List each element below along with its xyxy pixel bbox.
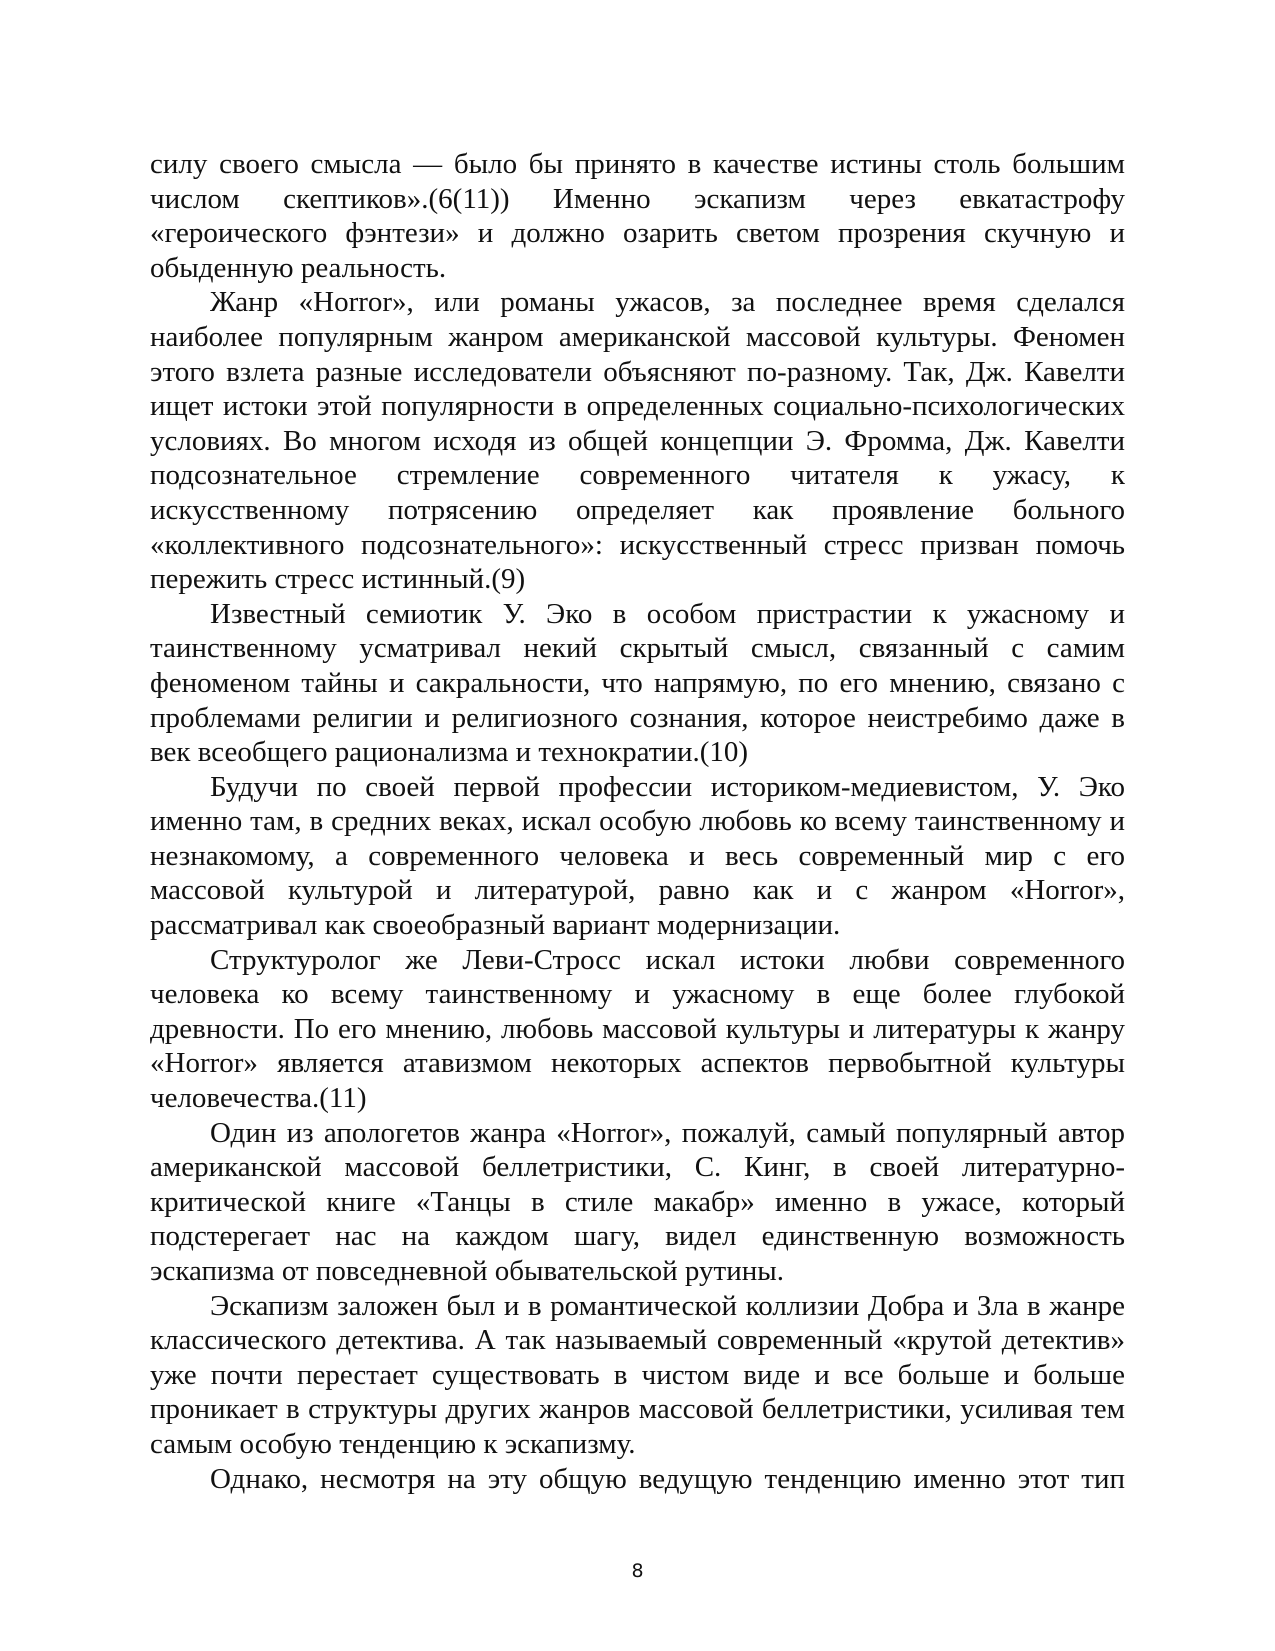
paragraph-horror-genre: Жанр «Horror», или романы ужасов, за последнее время сделался наиболее популярным жанром американской массовой культуры. Феномен этого взлета разные исследователи объясняют по-разному. Так, Дж. Кавелти ищет истоки этой популярности в определенных социально-психологических условиях. Во многом исходя из общей концепции Э. Фромма, Дж. Кавелти подсознательное стремление современного читателя к ужасу, к искусственному потрясению определяет как проявление больного «коллективного подсознательного»: искусственный стресс призван помочь пережить стресс истинный.(9) [150,286,1125,596]
paragraph-final: Однако, несмотря на эту общую ведущую тенденцию именно этот тип [210,1462,1125,1495]
paragraph-detective-escapism: Эскапизм заложен был и в романтической коллизии Добра и Зла в жанре классического детектива. А так называемый современный «крутой детектив» уже почти перестает существовать в чистом виде и все больше и больше проникает в структуры других жанров массовой беллетристики, усиливая тем самым особую тенденцию к эскапизму. [150,1289,1125,1460]
paragraph-eco-medievalist: Будучи по своей первой профессии историком-медиевистом, У. Эко именно там, в средних веках, искал особую любовь ко всему таинственному и незнакомому, а современного человека и весь современный мир с его массовой культурой и литературой, равно как и с жанром «Horror», рассматривал как своеобразный вариант модернизации. [150,770,1125,942]
paragraph-stephen-king: Один из апологетов жанра «Horror», пожалуй, самый популярный автор американской массовой беллетристики, С. Кинг, в своей литературно-критической книге «Танцы в стиле макабр» именно в ужасе, который подстерегает нас на каждом шагу, видел единственную возможность эскапизма от повседневной обывательской рутины. [150,1116,1125,1287]
paragraph-levi-strauss: Структуролог же Леви-Стросс искал истоки любви современного человека ко всему таинственному и ужасному в еще более глубокой древности. По его мнению, любовь массовой культуры и литературы к жанру «Horror» является атавизмом некоторых аспектов первобытной культуры человечества.(11) [150,943,1125,1115]
paragraph-continuation: силу своего смысла — было бы принято в качестве истины столь большим числом скептиков».(6(11)) Именно эскапизм через евкатастрофу «героического фэнтези» и должно озарить светом прозрения скучную и обыденную реальность. [150,148,1125,284]
paragraph-eco-semiotics: Известный семиотик У. Эко в особом пристрастии к ужасному и таинственному усматривал некий скрытый смысл, связанный с самим феноменом тайны и сакральности, что напрямую, по его мнению, связано с проблемами религии и религиозного сознания, которое неистребимо даже в век всеобщего рационализма и технократии.(10) [150,597,1125,769]
document-body [150,147,1125,1496]
page-number: 8 [631,1560,644,1582]
